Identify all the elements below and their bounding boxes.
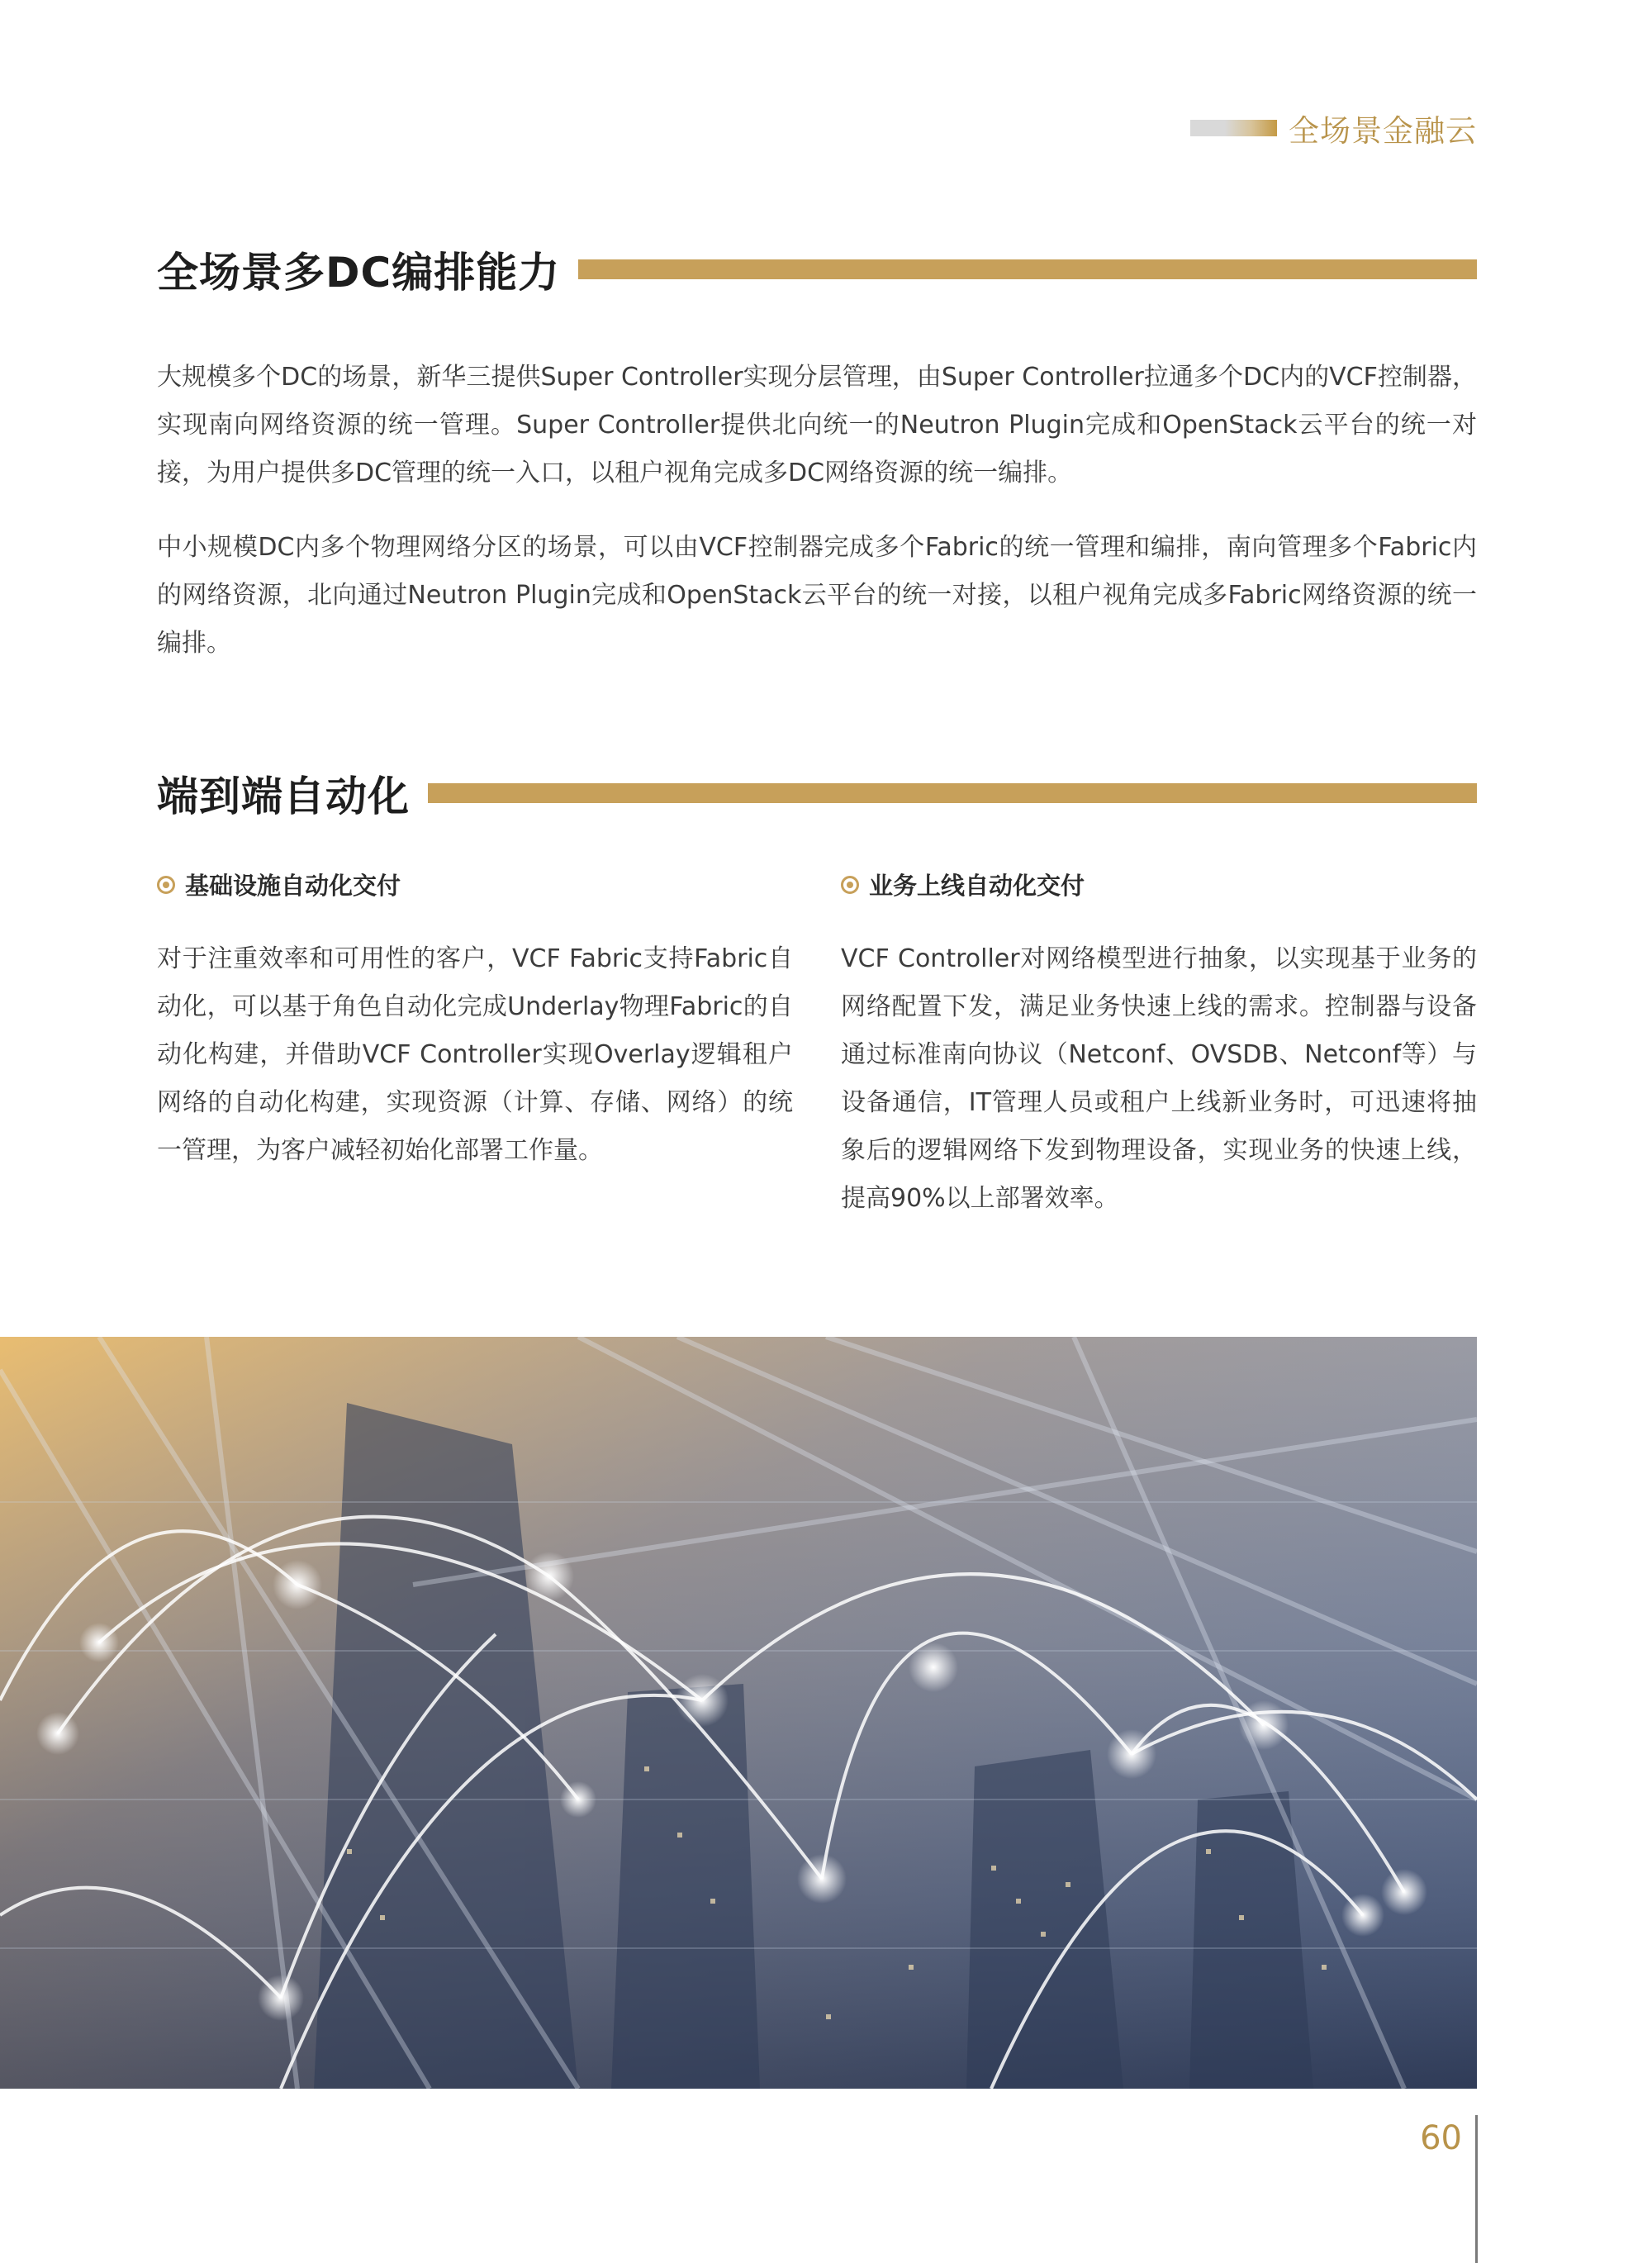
city-network-image xyxy=(0,1337,1477,2089)
section-title-multi-dc xyxy=(157,240,1477,299)
paragraph: 大规模多个DC的场景，新华三提供Super Controller实现分层管理，由Super Controller拉通多个DC内的VCF控制器，实现南向网络资源的统一管理。Super Controller提供北向统一的Neutron Plugin完成和OpenStack云平台的统一对接，为用户提供多DC管理的统一入口，以租户视角完成多DC网络资源的统一编排。 xyxy=(157,363,1477,487)
subheading-label: 基础设施自动化交付 xyxy=(185,872,401,900)
paragraph: 中小规模DC内多个物理网络分区的场景，可以由VCF控制器完成多个Fabric的统一管理和编排，南向管理多个Fabric内的网络资源，北向通过Neutron Plugin完成和OpenStack云平台的统一对接，以租户视角完成多Fabric网络资源的统一编排。 xyxy=(157,533,1477,658)
title-accent-bar xyxy=(578,259,1477,279)
page-number: 60 xyxy=(1420,2119,1462,2157)
bullet-circle-icon xyxy=(841,876,859,894)
column-text: VCF Controller对网络模型进行抽象，以实现基于业务的网络配置下发，满足业务快速上线的需求。控制器与设备通过标准南向协议（Netconf、OVSDB、Netconf等）与设备通信，IT管理人员或租户上线新业务时，可迅速将抽象后的逻辑网络下发到物理设备，实现业务的快速上线，提高90%以上部署效率。 xyxy=(841,944,1477,1213)
section-tag xyxy=(1190,106,1477,150)
subheading-infrastructure xyxy=(157,868,401,901)
section-tag-label: 全场景金融云 xyxy=(1289,113,1477,149)
city-illustration xyxy=(0,1337,1477,2089)
column-text: 对于注重效率和可用性的客户，VCF Fabric支持Fabric自动化，可以基于角色自动化完成Underlay物理Fabric的自动化构建，并借助VCF Controller实现Overlay逻辑租户网络的自动化构建，实现资源（计算、存储、网络）的统一管理，为客户减轻初始化部署工作量。 xyxy=(157,944,793,1165)
tag-gradient-bar xyxy=(1190,120,1277,136)
subheading-service xyxy=(841,868,1085,901)
bullet-circle-icon xyxy=(157,876,175,894)
page-edge-rule xyxy=(1475,2115,1478,2263)
subheading-label: 业务上线自动化交付 xyxy=(869,872,1085,900)
section-heading: 端到端自动化 xyxy=(157,773,410,820)
section-heading: 全场景多DC编排能力 xyxy=(157,249,561,297)
title-accent-bar xyxy=(428,783,1477,803)
section-title-automation xyxy=(157,763,1477,823)
